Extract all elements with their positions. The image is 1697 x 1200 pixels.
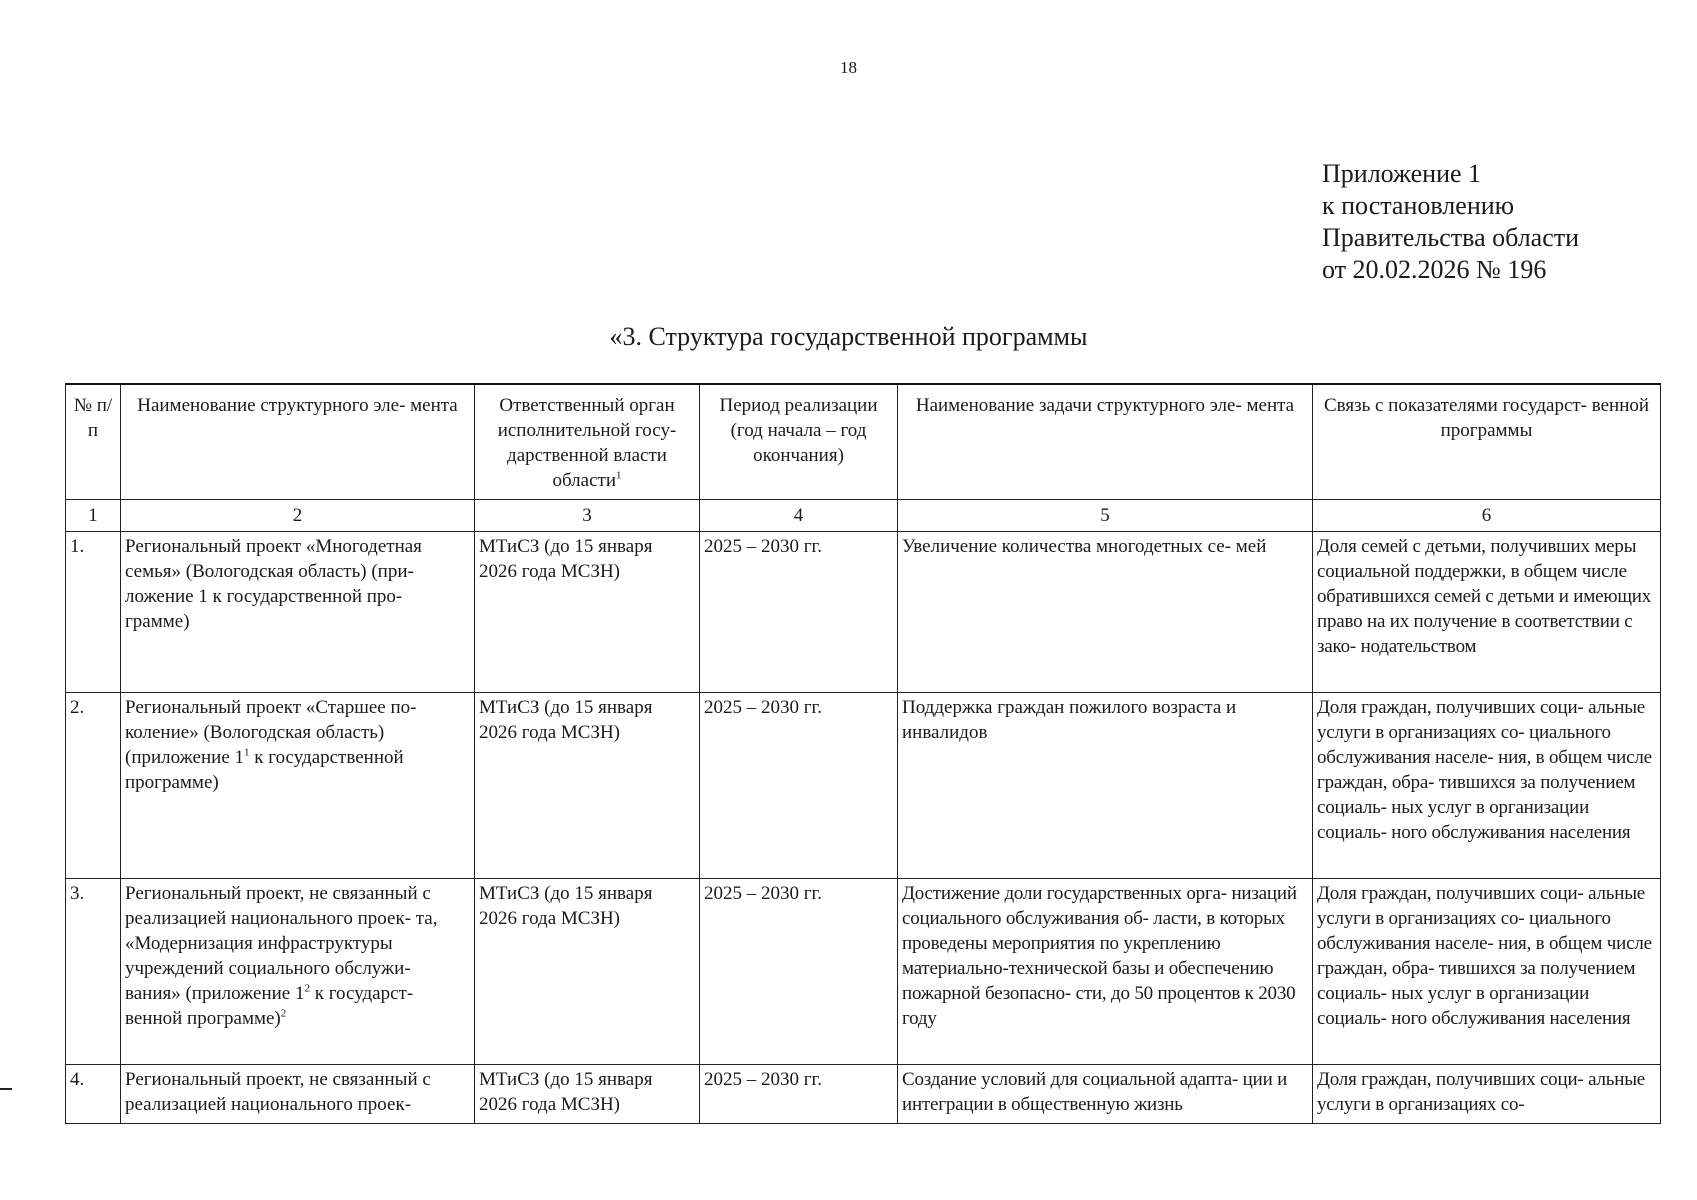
column-number-row — [66, 500, 1661, 532]
row-task: Достижение доли государственных орга- низаций социального обслуживания об- ласти, в которых проведены мероприятия по укреплению материально-технической базы и обеспечению пожарной безопасно- сти, до 50 процентов к 2030 году — [898, 879, 1313, 1065]
footnote-marker: 2 — [304, 982, 310, 995]
row-indicator: Доля семей с детьми, получивших меры социальной поддержки, в общем числе обратившихся семей с детьми и имеющих право на их получение в соответствии с зако- нодательством — [1313, 532, 1661, 693]
row-num: 4. — [66, 1065, 121, 1124]
appendix-block — [1322, 158, 1579, 286]
column-number: 3 — [475, 500, 700, 532]
row-task: Увеличение количества многодетных се- мей — [898, 532, 1313, 693]
row-num: 1. — [66, 532, 121, 693]
row-period: 2025 – 2030 гг. — [700, 879, 898, 1065]
document-title: «3. Структура государственной программы — [609, 322, 1088, 351]
table-row — [66, 532, 1661, 693]
row-responsible: МТиСЗ (до 15 января 2026 года МСЗН) — [475, 1065, 700, 1124]
row-responsible: МТиСЗ (до 15 января 2026 года МСЗН) — [475, 532, 700, 693]
appendix-line: Правительства области — [1322, 223, 1580, 252]
table-header-row — [66, 384, 1661, 500]
header-period: Период реализации (год начала – год окончания) — [700, 384, 898, 500]
appendix-line: к постановлению — [1322, 191, 1515, 220]
program-structure-table — [65, 383, 1661, 1124]
row-element-name: Региональный проект «Многодетная семья» (Вологодская область) (при- ложение 1 к государственной про- грамме) — [121, 532, 475, 693]
table-row — [66, 693, 1661, 879]
column-number: 1 — [66, 500, 121, 532]
row-element-name: Региональный проект, не связанный с реализацией национального проек- та, «Модернизация инфраструктуры учреждений социального обслужи- вания» (приложение $1^2$ к государст- венной программе)$^2$ — [121, 879, 475, 1065]
row-responsible: МТиСЗ (до 15 января 2026 года МСЗН) — [475, 693, 700, 879]
row-indicator: Доля граждан, получивших соци- альные услуги в организациях со- циального обслуживания населе- ния, в общем числе граждан, обра- тившихся за получением социаль- ных услуг в организации социаль- ного обслуживания населения — [1313, 693, 1661, 879]
row-task: Создание условий для социальной адапта- ции и интеграции в общественную жизнь — [898, 1065, 1313, 1124]
table-row — [66, 1065, 1661, 1124]
row-responsible: МТиСЗ (до 15 января 2026 года МСЗН) — [475, 879, 700, 1065]
header-num: № п/п — [66, 384, 121, 500]
row-period: 2025 – 2030 гг. — [700, 532, 898, 693]
column-number: 5 — [898, 500, 1313, 532]
header-task: Наименование задачи структурного эле- мента — [898, 384, 1313, 500]
row-period: 2025 – 2030 гг. — [700, 693, 898, 879]
row-num: 3. — [66, 879, 121, 1065]
row-element-name: Региональный проект, не связанный с реализацией национального проек- — [121, 1065, 475, 1124]
column-number: 4 — [700, 500, 898, 532]
footnote-marker: 1 — [616, 469, 622, 482]
row-num: 2. — [66, 693, 121, 879]
row-task: Поддержка граждан пожилого возраста и инвалидов — [898, 693, 1313, 879]
page-number: 18 — [840, 58, 857, 77]
footnote-marker: 1 — [244, 746, 250, 759]
column-number: 2 — [121, 500, 475, 532]
header-element-name: Наименование структурного эле- мента — [121, 384, 475, 500]
appendix-line: от 20.02.2026 № 196 — [1322, 255, 1547, 284]
header-responsible: Ответственный орган исполнительной госу- дарственной власти области$^1$ — [475, 384, 700, 500]
table-row — [66, 879, 1661, 1065]
footnote-marker: 2 — [280, 1007, 287, 1020]
header-indicators: Связь с показателями государст- венной программы — [1313, 384, 1661, 500]
row-element-name: Региональный проект «Старшее по- коление» (Вологодская область) (приложение $1^1$ к государственной программе) — [121, 693, 475, 879]
margin-mark — [0, 1088, 12, 1090]
column-number: 6 — [1313, 500, 1661, 532]
row-indicator: Доля граждан, получивших соци- альные услуги в организациях со- циального обслуживания населе- ния, в общем числе граждан, обра- тившихся за получением социаль- ных услуг в организации социаль- ного обслуживания населения — [1313, 879, 1661, 1065]
row-indicator: Доля граждан, получивших соци- альные услуги в организациях со- — [1313, 1065, 1661, 1124]
row-period: 2025 – 2030 гг. — [700, 1065, 898, 1124]
appendix-line: Приложение 1 — [1322, 159, 1482, 188]
